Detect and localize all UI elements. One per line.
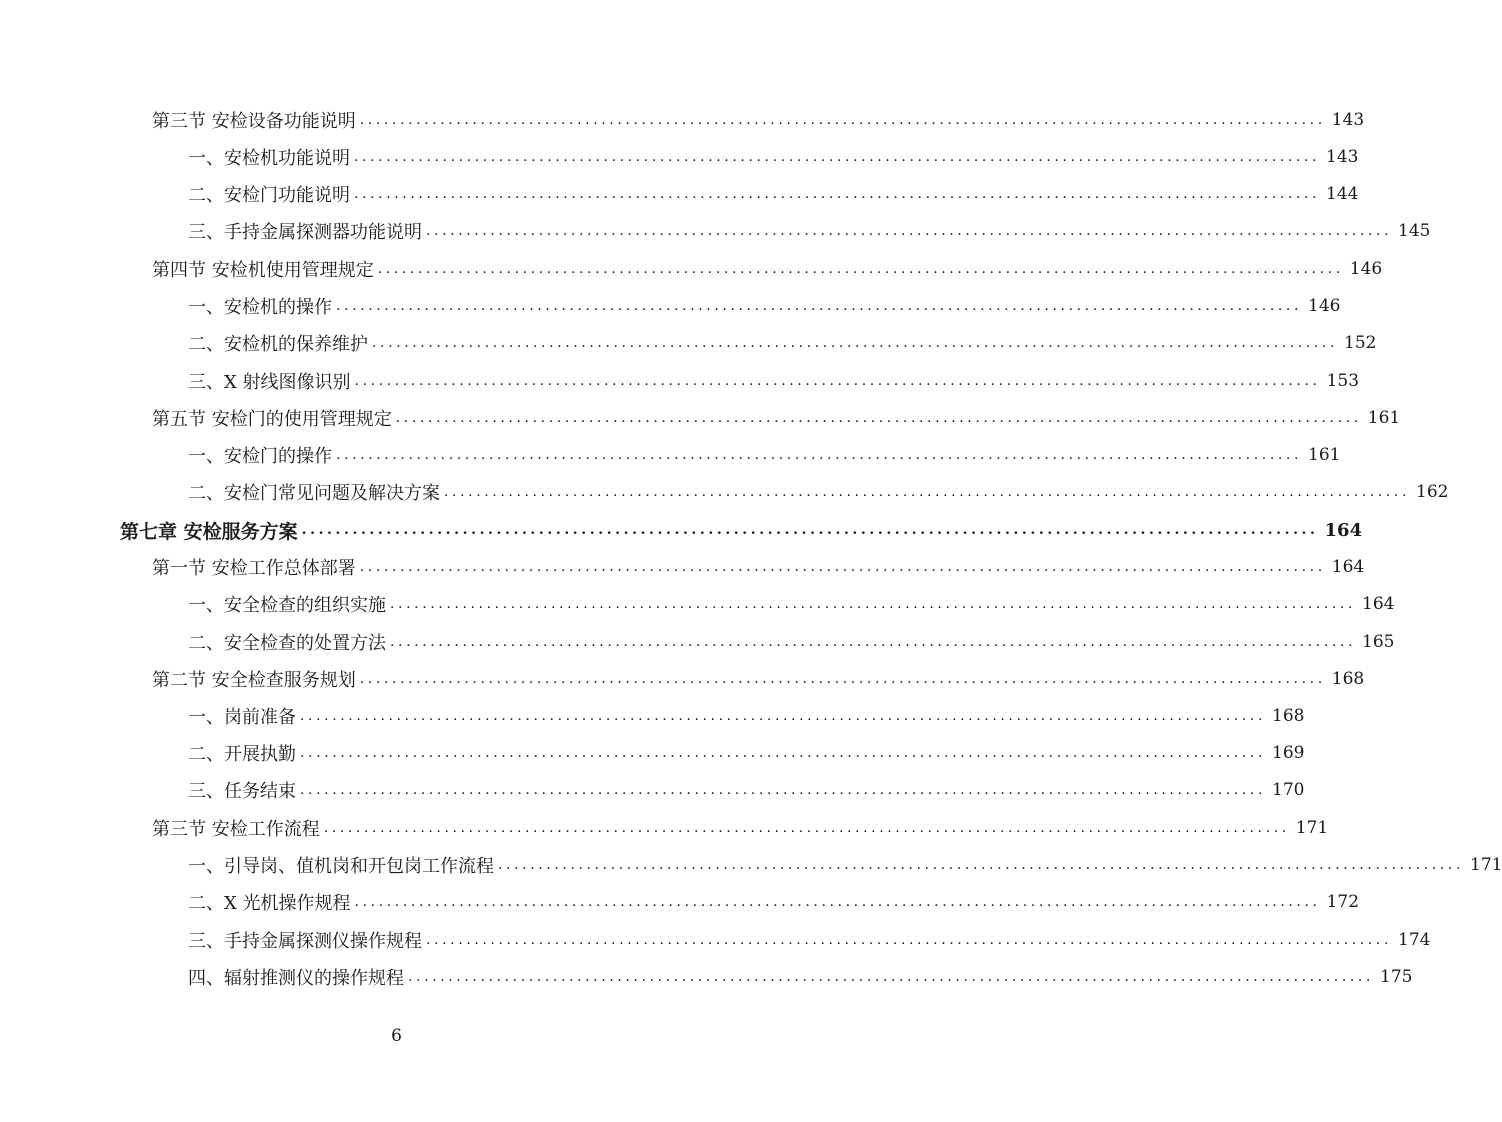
toc-entry[interactable] [188, 179, 1359, 209]
dot-leader: ........................................................................................................................ [498, 857, 1465, 873]
toc-entry-title: 第五节 安检门的使用管理规定 [152, 409, 392, 430]
dot-leader: ........................................................................................................................ [300, 782, 1267, 798]
dot-leader: ........................................................................................................................ [359, 112, 1326, 128]
toc-entry-title: 二、安全检查的处置方法 [188, 633, 386, 654]
toc-entry-title: 四、辐射推测仪的操作规程 [188, 968, 404, 989]
toc-entry-title: 一、引导岗、值机岗和开包岗工作流程 [188, 856, 494, 877]
toc-entry-title: 一、安检机功能说明 [188, 148, 350, 169]
toc-entry-title: 第一节 安检工作总体部署 [152, 558, 356, 579]
toc-entry[interactable] [188, 887, 1360, 917]
toc-entry[interactable] [188, 477, 1449, 507]
toc-entry[interactable] [188, 142, 1359, 172]
toc-entry[interactable] [188, 850, 1502, 880]
toc-entry-page: 168 [1272, 706, 1305, 726]
toc-entry-page: 145 [1398, 221, 1431, 241]
toc-entry-page: 174 [1398, 930, 1431, 950]
toc-entry-title: 二、开展执勤 [188, 744, 296, 765]
toc-entry-page: 168 [1331, 669, 1365, 689]
toc-entry-page: 161 [1308, 445, 1341, 465]
toc-entry[interactable] [152, 664, 1365, 694]
dot-leader: ........................................................................................................................ [372, 335, 1339, 351]
dot-leader: ........................................................................................................................ [359, 671, 1326, 687]
toc-entry-page: 171 [1470, 855, 1502, 875]
toc-entry[interactable] [188, 440, 1341, 470]
toc-entry[interactable] [188, 328, 1377, 358]
toc-entry[interactable] [188, 627, 1395, 657]
toc-entry-title: 二、安检门功能说明 [188, 185, 350, 206]
toc-entry-page: 162 [1416, 482, 1449, 502]
toc-entry[interactable] [188, 738, 1305, 768]
dot-leader: ........................................................................................................................ [354, 373, 1321, 389]
dot-leader: ........................................................................................................................ [390, 596, 1357, 612]
toc-entry-page: 171 [1295, 818, 1329, 838]
toc-entry-title: 第三节 安检工作流程 [152, 819, 320, 840]
toc-entry-title: 第三节 安检设备功能说明 [152, 111, 356, 132]
dot-leader: ........................................................................................................................ [426, 223, 1393, 239]
toc-entry-title: 一、安全检查的组织实施 [188, 595, 386, 616]
toc-entry-title: 二、安检机的保养维护 [188, 334, 368, 355]
toc-entry-page: 161 [1367, 408, 1401, 428]
toc-entry[interactable] [188, 925, 1431, 955]
dot-leader: ........................................................................................................................ [354, 149, 1321, 165]
toc-entry[interactable] [188, 589, 1395, 619]
toc-entry[interactable] [152, 254, 1383, 284]
toc-entry-page: 175 [1380, 967, 1413, 987]
toc-entry[interactable] [152, 552, 1365, 582]
toc-entry-title: 第七章 安检服务方案 [120, 520, 298, 543]
toc-entry-title: 第四节 安检机使用管理规定 [152, 260, 374, 281]
toc-entry[interactable] [188, 775, 1305, 805]
toc-entry-page: 172 [1326, 892, 1360, 912]
toc-entry-title: 三、任务结束 [188, 781, 296, 802]
toc-chapter-entry[interactable] [120, 515, 1363, 545]
toc-entry-title: 三、手持金属探测器功能说明 [188, 222, 422, 243]
toc-entry-page: 152 [1344, 333, 1377, 353]
toc-entry-page: 164 [1362, 594, 1395, 614]
toc-entry[interactable] [152, 403, 1401, 433]
dot-leader: ........................................................................................................................ [426, 932, 1393, 948]
dot-leader: ........................................................................................................................ [408, 969, 1375, 985]
dot-leader: ........................................................................................................................ [300, 708, 1267, 724]
toc-entry-page: 164 [1324, 519, 1363, 541]
dot-leader: ........................................................................................................................ [390, 634, 1357, 650]
toc-entry-title: 三、X 射线图像识别 [188, 372, 351, 393]
dot-leader: ........................................................................................................................ [359, 559, 1326, 575]
toc-entry-title: 一、岗前准备 [188, 707, 296, 728]
toc-entry[interactable] [188, 216, 1431, 246]
toc-entry[interactable] [188, 701, 1305, 731]
dot-leader: ........................................................................................................................ [354, 186, 1321, 202]
toc-entry-page: 169 [1272, 743, 1305, 763]
toc-entry-title: 二、安检门常见问题及解决方案 [188, 483, 440, 504]
dot-leader: ........................................................................................................................ [336, 447, 1303, 463]
toc-entry-page: 143 [1326, 147, 1359, 167]
toc-entry[interactable] [188, 291, 1341, 321]
toc-entry-page: 153 [1326, 371, 1360, 391]
toc-entry-page: 170 [1272, 780, 1305, 800]
toc-entry[interactable] [188, 962, 1413, 992]
dot-leader: ........................................................................................................................ [377, 261, 1344, 277]
dot-leader: ........................................................................................................................ [336, 298, 1303, 314]
toc-entry-title: 三、手持金属探测仪操作规程 [188, 931, 422, 952]
toc-entry-page: 165 [1362, 632, 1395, 652]
page-number: 6 [391, 1026, 402, 1046]
dot-leader: ........................................................................................................................ [444, 484, 1411, 500]
dot-leader: ........................................................................................................................ [323, 820, 1290, 836]
dot-leader: ........................................................................................................................ [301, 522, 1319, 538]
dot-leader: ........................................................................................................................ [395, 410, 1362, 426]
toc-entry-title: 二、X 光机操作规程 [188, 893, 351, 914]
toc-entry-page: 144 [1326, 184, 1359, 204]
toc-entry-title: 第二节 安全检查服务规划 [152, 670, 356, 691]
toc-entry-page: 146 [1308, 296, 1341, 316]
toc-entry[interactable] [152, 105, 1365, 135]
toc-entry-title: 一、安检机的操作 [188, 297, 332, 318]
toc-entry-title: 一、安检门的操作 [188, 446, 332, 467]
dot-leader: ........................................................................................................................ [300, 745, 1267, 761]
toc-entry-page: 146 [1349, 259, 1383, 279]
dot-leader: ........................................................................................................................ [354, 894, 1321, 910]
toc-entry[interactable] [188, 366, 1360, 396]
toc-entry-page: 143 [1331, 110, 1365, 130]
toc-entry-page: 164 [1331, 557, 1365, 577]
toc-entry[interactable] [152, 813, 1329, 843]
